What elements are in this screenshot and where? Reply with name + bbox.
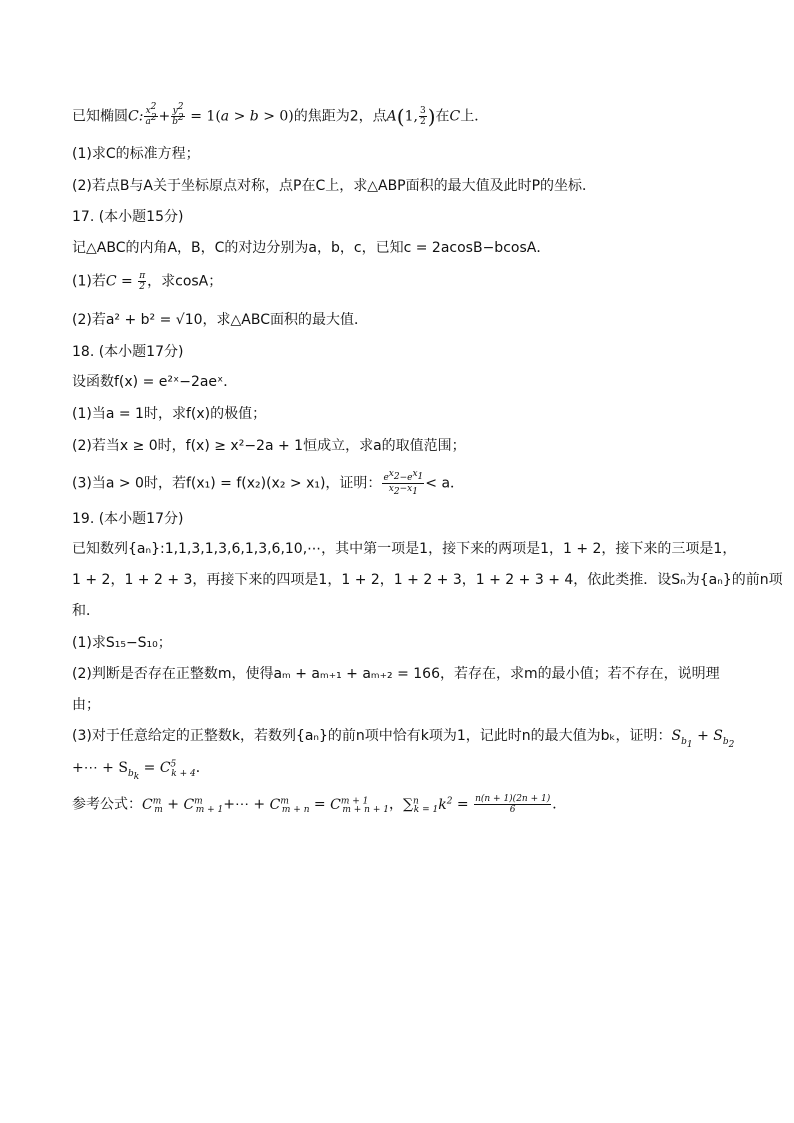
q17-part-1-suffix: ，求cosA； [147, 273, 223, 290]
q16-part-2: (2)若点B与A关于坐标原点对称，点P在C上，求△ABP面积的最大值及此时P的坐标． [72, 178, 597, 194]
q17-part-2: (2)若a² + b² = √10，求△ABC面积的最大值． [72, 312, 368, 328]
q16-stem-prefix: 已知椭圆 [72, 108, 128, 125]
q19-stem-line-3: 和． [72, 603, 100, 619]
q18-header: 18. (本小题17分) [72, 344, 184, 360]
q19-part-3-line-2: +⋯ + $S_{b_k} = C^5_{k + 4}$． [72, 759, 210, 782]
ellipse-name: C: [128, 108, 144, 125]
q18-part-3-prefix: (3)当a > 0时，若f(x₁) = f(x₂)(x₂ > x₁)，证明： [72, 475, 382, 492]
q17-part-1: (1)若C = $\frac{\pi}{2}$ ，求cosA； [72, 271, 223, 292]
q16-stem-end: 上． [460, 108, 489, 125]
q18-part-3 [72, 469, 465, 497]
q16-stem-mid: 的焦距为2，点 [293, 108, 387, 125]
q17-header: 17. (本小题15分) [72, 209, 184, 225]
frac-y2-b2: $\frac{y^2}{b^2}$ [172, 102, 184, 127]
q19-part-2-line-1: (2)判断是否存在正整数m，使得aₘ + aₘ₊₁ + aₘ₊₂ = 166，若存在，求m的最小值；若不存在，说明理 [72, 666, 720, 682]
q18-stem: 设函数f(x) = e²ˣ−2aeˣ． [72, 374, 238, 390]
q19-part-2-line-2: 由； [72, 697, 100, 713]
q19-part-3-line-1: (3)对于任意给定的正整数k，若数列{aₙ}的前n项中恰有k项为1，记此时n的最大值为bₖ，证明：$S_{b_1} + S_{b_2}$ [72, 728, 735, 750]
q16-stem: 已知椭圆C: $\frac{x^2}{a^2}$ + $\frac{y^2}{b^2}$ = 1(a > b > 0)的焦距为2，点A(1, $\frac{3}{2}$ )在C上． [72, 102, 489, 129]
q19-header: 19. (本小题17分) [72, 511, 184, 527]
reference-label: 参考公式： [72, 796, 142, 813]
frac-3-2: $\frac{3}{2}$ [419, 106, 426, 127]
frac-pi-2: $\frac{\pi}{2}$ [139, 271, 146, 292]
q19-stem-line-2: 1 + 2，1 + 2 + 3，再接下来的四项是1，1 + 2，1 + 2 + 3，1 + 2 + 3 + 4，依此类推．设Sₙ为{aₙ}的前n项 [72, 572, 783, 588]
frac-exp-diff: $\frac{e^{x_2}-e^{x_1}}{x_2-x_1}$ [383, 469, 424, 497]
frac-sum-squares: $\frac{n(n + 1)(2n + 1)}{6}$ [475, 794, 551, 815]
q16-stem-suffix: 在 [435, 108, 450, 125]
q19-stem-line-1: 已知数列{aₙ}:1,1,3,1,3,6,1,3,6,10,⋯，其中第一项是1，接下来的两项是1，1 + 2，接下来的三项是1， [72, 541, 737, 557]
frac-x2-a2: $\frac{x^2}{a^2}$ [145, 102, 157, 127]
reference-end: ． [552, 796, 567, 813]
q19-part-3-text: (3)对于任意给定的正整数k，若数列{aₙ}的前n项中恰有k项为1，记此时n的最大值为bₖ，证明： [72, 728, 672, 744]
reference-formula: 参考公式：$C^m_m$ + $C^m_{m + 1}+\cdots + C^m_{m + n} = C^{m + 1}_{m + n + 1}$，$\sum^n_{k = 1}k^2$ = $\frac{n(n + 1)(2n + 1)}{6}$ ． [72, 794, 567, 816]
q18-part-2: (2)若当x ≥ 0时，f(x) ≥ x²−2a + 1恒成立，求a的取值范围； [72, 438, 466, 454]
q18-part-1: (1)当a = 1时，求f(x)的极值； [72, 406, 267, 422]
q16-part-1: (1)求C的标准方程； [72, 146, 200, 162]
q19-part-1: (1)求S₁₅−S₁₀； [72, 635, 172, 651]
q18-part-3-suffix: < a． [425, 475, 465, 492]
q17-part-1-prefix: (1)若 [72, 273, 106, 290]
q17-stem: 记△ABC的内角A，B，C的对边分别为a，b，c，已知c = 2acosB−bcosA． [72, 240, 551, 256]
q19-part-3-sum: +⋯ + S [72, 760, 128, 776]
